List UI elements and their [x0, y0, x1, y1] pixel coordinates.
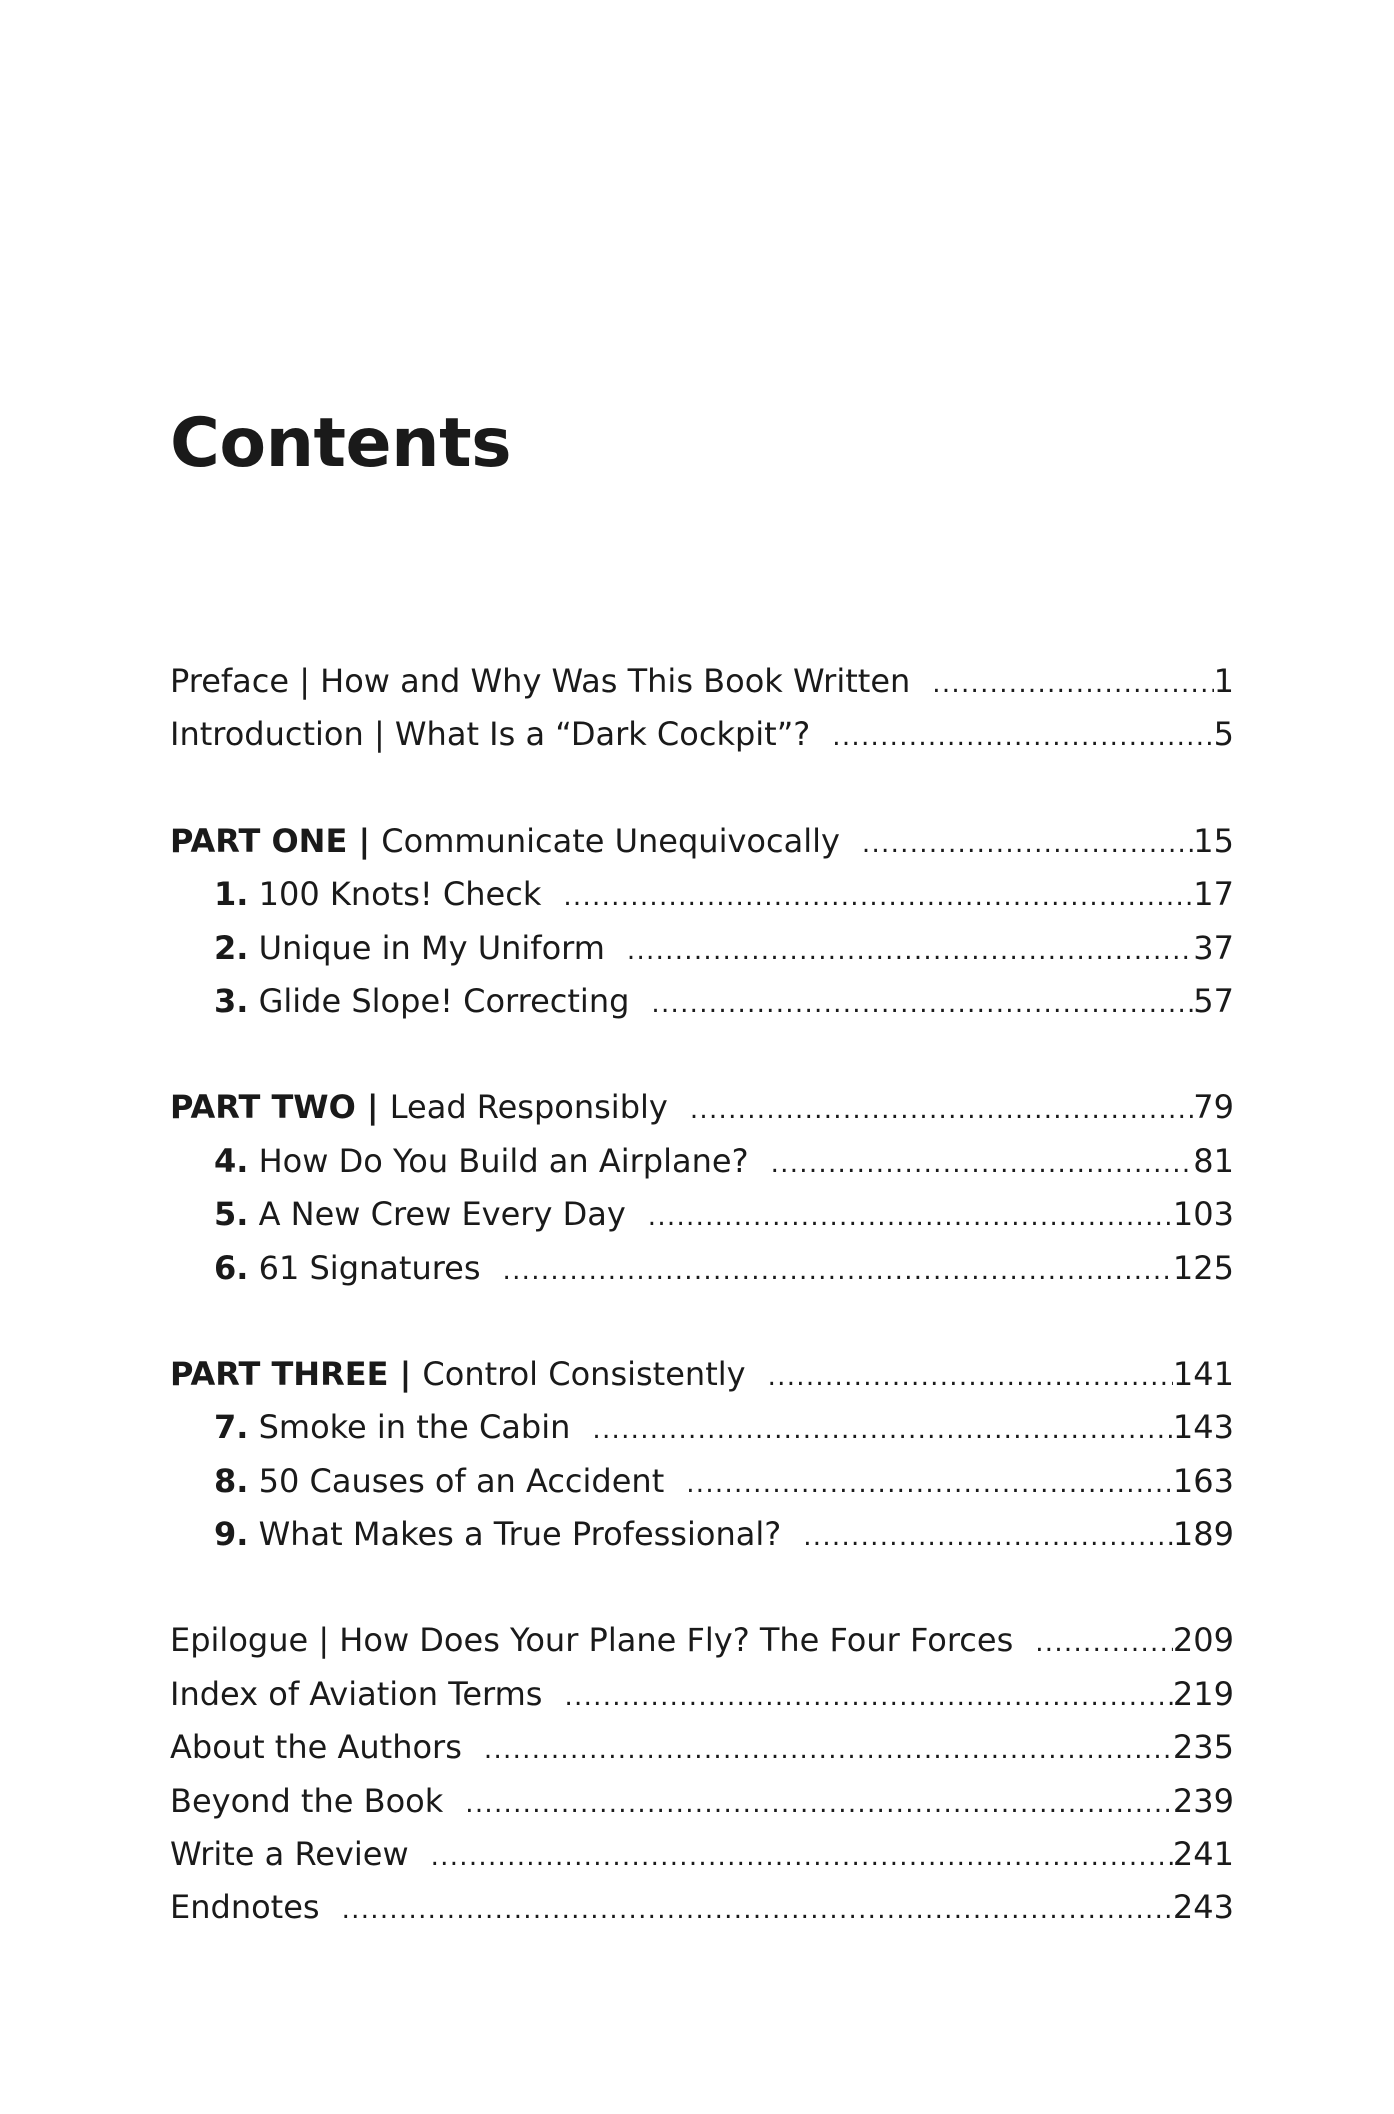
toc-entry-chapter-3[interactable] — [170, 975, 1234, 1028]
dot-leader — [563, 871, 1193, 924]
toc-entry-part-one[interactable] — [170, 815, 1234, 868]
toc-entry-preface[interactable] — [170, 655, 1234, 708]
toc-entry-chapter-2[interactable] — [170, 922, 1234, 975]
entry-label: Introduction — [170, 715, 364, 754]
entry-title: How and Why Was This Book Written — [320, 662, 911, 700]
entry-label: Preface — [170, 662, 290, 700]
chapter-number: 7. — [214, 1408, 249, 1447]
page-number: 103 — [1172, 1195, 1234, 1234]
entry-title: 100 Knots! Check — [258, 875, 542, 914]
page-title: Contents — [170, 404, 512, 483]
toc-entry-about-authors[interactable] — [170, 1721, 1234, 1774]
chapter-number: 3. — [214, 981, 249, 1020]
page-number: 81 — [1193, 1141, 1234, 1180]
toc-entry-beyond-book[interactable] — [170, 1775, 1234, 1828]
dot-leader — [648, 1191, 1173, 1244]
entry-title: What Is a “Dark Cockpit”? — [394, 715, 811, 754]
dot-leader — [484, 1724, 1173, 1777]
entry-title: Control Consistently — [422, 1354, 746, 1393]
toc-entry-chapter-7[interactable] — [170, 1401, 1234, 1454]
entry-title: Unique in My Uniform — [258, 928, 605, 967]
toc-group-front-matter — [170, 655, 1234, 762]
toc-entry-chapter-8[interactable] — [170, 1455, 1234, 1508]
entry-title: How Do You Build an Airplane? — [258, 1141, 749, 1180]
toc-group-back-matter — [170, 1614, 1234, 1934]
dot-leader — [431, 1831, 1173, 1884]
page-number: 141 — [1172, 1354, 1234, 1393]
dot-leader — [651, 978, 1193, 1031]
page-number: 163 — [1172, 1461, 1234, 1500]
toc-entry-write-review[interactable] — [170, 1828, 1234, 1881]
dot-leader — [564, 1671, 1172, 1724]
page-number: 79 — [1193, 1088, 1234, 1127]
chapter-number: 8. — [214, 1461, 249, 1500]
chapter-number: 2. — [214, 928, 249, 967]
entry-separator: | — [388, 1354, 423, 1393]
chapter-number: 1. — [214, 875, 249, 914]
entry-title: 61 Signatures — [258, 1248, 481, 1287]
dot-leader — [862, 818, 1193, 871]
toc-group-part-two — [170, 1081, 1234, 1295]
toc-entry-chapter-1[interactable] — [170, 868, 1234, 921]
entry-title: How Does Your Plane Fly? The Four Forces — [339, 1621, 1014, 1660]
chapter-number: 5. — [214, 1195, 249, 1234]
entry-separator: | — [347, 821, 382, 860]
dot-leader — [686, 1458, 1173, 1511]
toc-entry-part-three[interactable] — [170, 1348, 1234, 1401]
dot-leader — [832, 711, 1213, 764]
entry-title: Write a Review — [170, 1835, 409, 1874]
page-number: 5 — [1213, 715, 1234, 754]
page-number: 243 — [1172, 1888, 1234, 1927]
page-number: 1 — [1213, 662, 1234, 700]
entry-title: About the Authors — [170, 1728, 462, 1767]
entry-title: Glide Slope! Correcting — [258, 981, 630, 1020]
dot-leader — [627, 925, 1193, 978]
entry-separator: | — [355, 1088, 390, 1127]
dot-leader — [771, 1138, 1194, 1191]
page-number: 17 — [1193, 875, 1234, 914]
entry-title: 50 Causes of an Accident — [258, 1461, 665, 1500]
page-number: 235 — [1172, 1728, 1234, 1767]
entry-title: What Makes a True Professional? — [258, 1515, 782, 1554]
chapter-number: 6. — [214, 1248, 249, 1287]
page-number: 209 — [1172, 1621, 1234, 1660]
page-number: 143 — [1172, 1408, 1234, 1447]
page-number: 15 — [1193, 821, 1234, 860]
entry-separator: | — [308, 1621, 340, 1660]
toc-group-part-three — [170, 1348, 1234, 1562]
toc-entry-part-two[interactable] — [170, 1081, 1234, 1134]
part-label: PART TWO — [170, 1088, 356, 1127]
dot-leader — [932, 658, 1213, 711]
dot-leader — [465, 1778, 1173, 1831]
toc-group-part-one — [170, 815, 1234, 1029]
entry-title: A New Crew Every Day — [258, 1195, 626, 1234]
chapter-number: 9. — [214, 1515, 249, 1554]
dot-leader — [503, 1245, 1173, 1298]
toc-entry-epilogue[interactable] — [170, 1614, 1234, 1667]
toc-entry-chapter-6[interactable] — [170, 1242, 1234, 1295]
dot-leader — [592, 1404, 1173, 1457]
entry-title: Lead Responsibly — [389, 1088, 668, 1127]
dot-leader — [690, 1084, 1193, 1137]
dot-leader — [768, 1351, 1173, 1404]
chapter-number: 4. — [214, 1141, 249, 1180]
part-label: PART THREE — [170, 1354, 389, 1393]
toc-entry-endnotes[interactable] — [170, 1881, 1234, 1934]
entry-title: Endnotes — [170, 1888, 320, 1927]
entry-label: Epilogue — [170, 1621, 309, 1660]
dot-leader — [342, 1884, 1173, 1937]
dot-leader — [1035, 1617, 1173, 1670]
page-number: 219 — [1172, 1674, 1234, 1713]
page-number: 241 — [1172, 1835, 1234, 1874]
page-number: 125 — [1172, 1248, 1234, 1287]
entry-separator: | — [363, 715, 395, 754]
entry-title: Smoke in the Cabin — [258, 1408, 571, 1447]
page-number: 189 — [1172, 1515, 1234, 1554]
page-number: 239 — [1172, 1781, 1234, 1820]
toc-entry-chapter-5[interactable] — [170, 1188, 1234, 1241]
dot-leader — [803, 1511, 1173, 1564]
toc-entry-introduction[interactable] — [170, 708, 1234, 761]
entry-title: Beyond the Book — [170, 1781, 444, 1820]
toc-entry-chapter-9[interactable] — [170, 1508, 1234, 1561]
entry-separator: | — [289, 662, 321, 700]
table-of-contents — [170, 655, 1234, 1988]
entry-title: Index of Aviation Terms — [170, 1674, 543, 1713]
part-label: PART ONE — [170, 821, 348, 860]
page-number: 57 — [1193, 981, 1234, 1020]
entry-title: Communicate Unequivocally — [381, 821, 840, 860]
toc-entry-index[interactable] — [170, 1668, 1234, 1721]
toc-entry-chapter-4[interactable] — [170, 1135, 1234, 1188]
page-number: 37 — [1193, 928, 1234, 967]
